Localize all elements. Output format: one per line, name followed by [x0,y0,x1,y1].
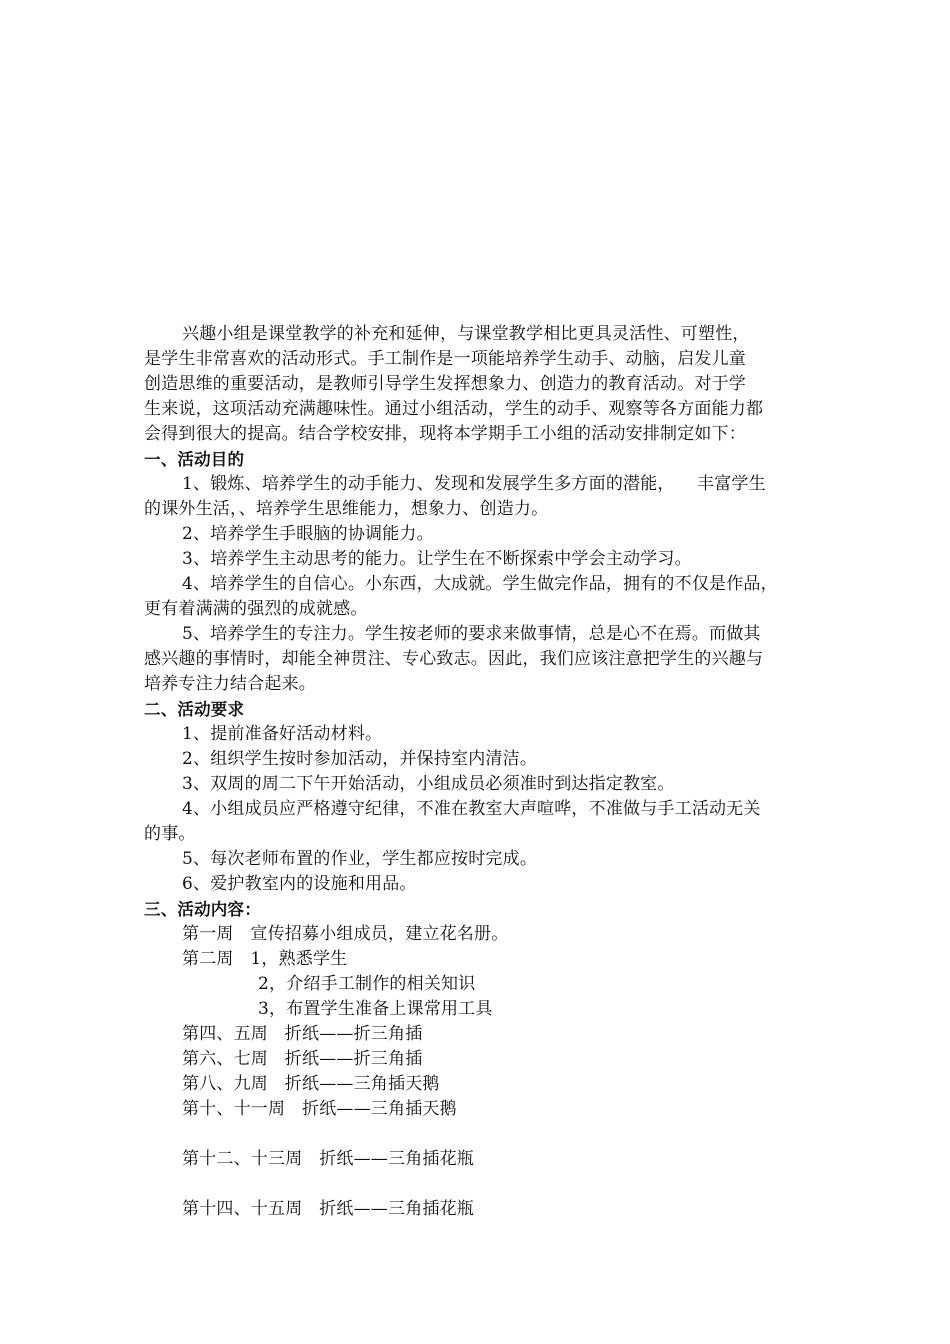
blank-line [144,1172,814,1197]
purpose-line: 3、培养学生主动思考的能力。让学生在不断探索中学会主动学习。 [182,549,692,569]
blank-line [144,1122,814,1147]
intro-line: 会得到很大的提高。结合学校安排，现将本学期手工小组的活动安排制定如下： [144,424,746,444]
requirement-line: 6、爱护教室内的设施和用品。 [182,874,417,894]
section-heading-requirements: 二、活动要求 [144,700,245,719]
purpose-line: 感兴趣的事情时，却能全神贯注、专心致志。因此，我们应该注意把学生的兴趣与 [144,649,764,669]
intro-line: 兴趣小组是课堂教学的补充和延伸，与课堂教学相比更具灵活性、可塑性， [182,324,750,344]
schedule-subitem: 2，介绍手工制作的相关知识 [258,974,476,994]
schedule-line: 第十二、十三周 折纸——三角插花瓶 [182,1149,475,1169]
schedule-line: 第十、十一周 折纸——三角插天鹅 [182,1099,457,1119]
purpose-line: 5、培养学生的专注力。学生按老师的要求来做事情，总是心不在焉。而做其 [182,624,761,644]
requirement-line: 1、提前准备好活动材料。 [182,724,383,744]
schedule-line: 第四、五周 折纸——折三角插 [182,1024,423,1044]
requirement-line: 3、双周的周二下午开始活动，小组成员必须准时到达指定教室。 [182,774,675,794]
requirement-line: 2、组织学生按时参加活动，并保持室内清洁。 [182,749,538,769]
purpose-line: 1、锻炼、培养学生的动手能力、发现和发展学生多方面的潜能， 丰富学生 [182,474,766,494]
intro-line: 是学生非常喜欢的活动形式。手工制作是一项能培养学生动手、动脑，启发儿童 [144,349,746,369]
purpose-line: 更有着满满的强烈的成就感。 [144,599,368,619]
schedule-line: 第一周 宣传招募小组成员，建立花名册。 [182,924,509,944]
schedule-line: 第二周 1，熟悉学生 [182,949,348,969]
requirement-line: 5、每次老师布置的作业，学生都应按时完成。 [182,849,538,869]
schedule-line: 第六、七周 折纸——折三角插 [182,1049,423,1069]
schedule-line: 第十四、十五周 折纸——三角插花瓶 [182,1199,475,1219]
purpose-line: 培养专注力结合起来。 [144,674,316,694]
purpose-line: 的课外生活，、培养学生思维能力，想象力、创造力。 [144,499,549,519]
section-heading-content: 三、活动内容： [144,900,261,919]
purpose-line: 4、培养学生的自信心。小东西，大成就。学生做完作品，拥有的不仅是作品， [182,574,778,594]
requirement-line: 4、小组成员应严格遵守纪律，不准在教室大声喧哗，不准做与手工活动无关 [182,799,761,819]
intro-line: 创造思维的重要活动，是教师引导学生发挥想象力、创造力的教育活动。对于学 [144,374,746,394]
purpose-line: 2、培养学生手眼脑的协调能力。 [182,524,434,544]
section-heading-purpose: 一、活动目的 [144,450,245,469]
requirement-line: 的事。 [144,824,196,844]
document-page [144,322,814,1222]
intro-line: 生来说，这项活动充满趣味性。通过小组活动，学生的动手、观察等各方面能力都 [144,399,764,419]
schedule-subitem: 3，布置学生准备上课常用工具 [258,999,493,1019]
schedule-line: 第八、九周 折纸——三角插天鹅 [182,1074,440,1094]
